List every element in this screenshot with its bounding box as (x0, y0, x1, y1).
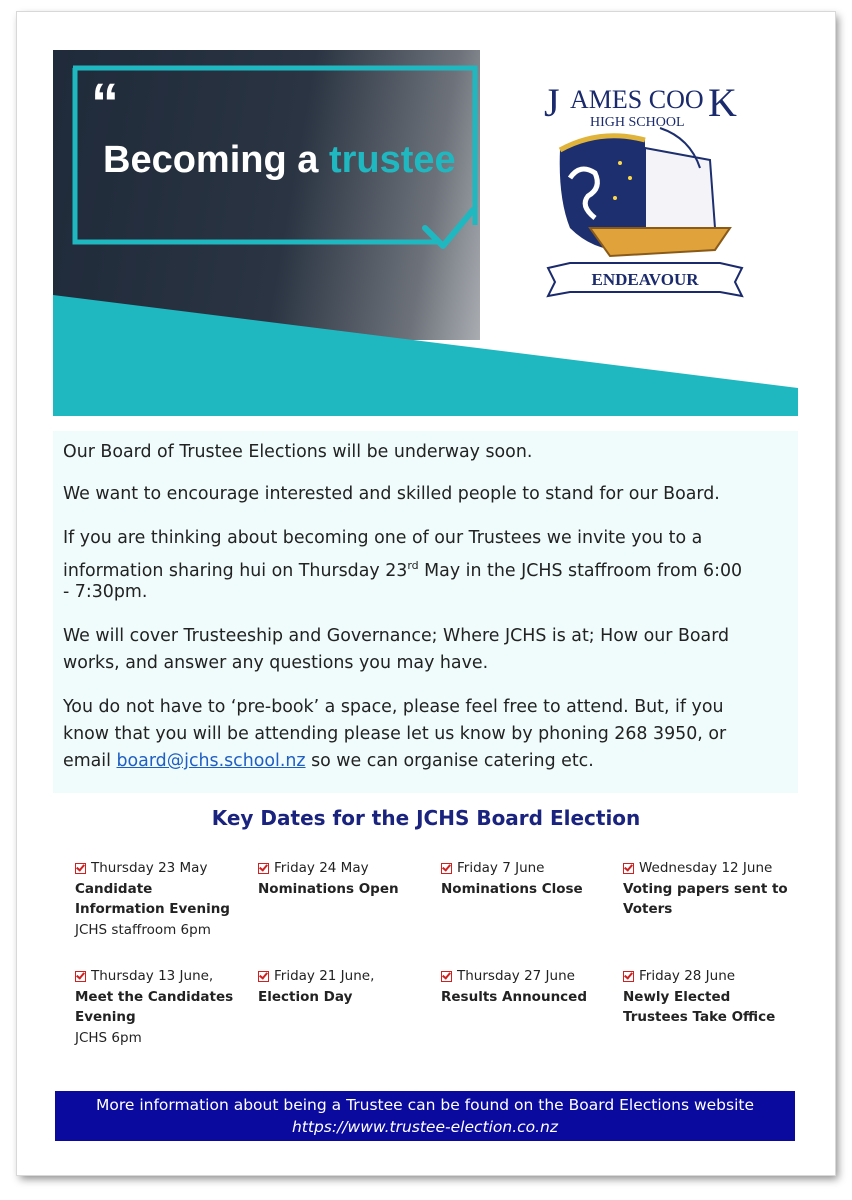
intro-paragraph-5-line-1: You do not have to ‘pre-book’ a space, please feel free to attend. But, if you (63, 697, 724, 717)
intro-paragraph-5-line-2: know that you will be attending please let us know by phoning 268 3950, or (63, 724, 727, 744)
date-item: Thursday 23 May Candidate Information Evening JCHS staffroom 6pm (75, 860, 230, 938)
intro-paragraph-3-line-2: information sharing hui on Thursday 23rd May in the JCHS staffroom from 6:00 (63, 559, 743, 581)
intro-panel (53, 431, 798, 793)
svg-text:ENDEAVOUR: ENDEAVOUR (591, 270, 699, 289)
checkbox-icon (441, 971, 452, 982)
checkbox-icon (623, 971, 634, 982)
footer-text: More information about being a Trustee can be found on the Board Elections website (95, 1096, 755, 1114)
intro-paragraph-5-line-3: email board@jchs.school.nz so we can organise catering etc. (63, 751, 594, 771)
email-link[interactable]: board@jchs.school.nz (116, 751, 306, 771)
svg-text:AMES COO: AMES COO (570, 85, 704, 114)
date-item: Wednesday 12 June Voting papers sent to Voters (623, 860, 788, 917)
intro-paragraph-2: We want to encourage interested and skilled people to stand for our Board. (63, 484, 720, 504)
intro-paragraph-3-line-3: - 7:30pm. (63, 582, 148, 602)
intro-paragraph-1: Our Board of Trustee Elections will be underway soon. (63, 442, 533, 462)
checkbox-icon (258, 863, 269, 874)
date-item: Friday 24 May Nominations Open (258, 860, 399, 897)
checkbox-icon (623, 863, 634, 874)
svg-text:HIGH SCHOOL: HIGH SCHOOL (590, 115, 685, 130)
intro-paragraph-4-line-2: works, and answer any questions you may have. (63, 653, 489, 673)
checkbox-icon (75, 863, 86, 874)
date-item: Friday 21 June, Election Day (258, 968, 375, 1005)
svg-text:K: K (708, 80, 737, 125)
key-dates-title: Key Dates for the JCHS Board Election (211, 806, 641, 830)
checkbox-icon (75, 971, 86, 982)
date-item: Friday 7 June Nominations Close (441, 860, 583, 897)
date-item: Thursday 13 June, Meet the Candidates Evening JCHS 6pm (75, 968, 234, 1046)
footer-banner (55, 1091, 795, 1141)
quote-icon: “ (91, 71, 119, 134)
hero-title: Becoming a trustee (103, 139, 456, 181)
date-item: Friday 28 June Newly Elected Trustees Take Office (623, 968, 776, 1025)
intro-paragraph-3-line-1: If you are thinking about becoming one of our Trustees we invite you to a (63, 528, 703, 548)
footer-url-link[interactable]: https://www.trustee-election.co.nz (291, 1118, 559, 1136)
svg-text:J: J (544, 80, 560, 125)
checkbox-icon (258, 971, 269, 982)
school-logo (540, 78, 750, 308)
intro-paragraph-4-line-1: We will cover Trusteeship and Governance; Where JCHS is at; How our Board (63, 626, 730, 646)
checkbox-icon (441, 863, 452, 874)
date-item: Thursday 27 June Results Announced (441, 968, 588, 1005)
